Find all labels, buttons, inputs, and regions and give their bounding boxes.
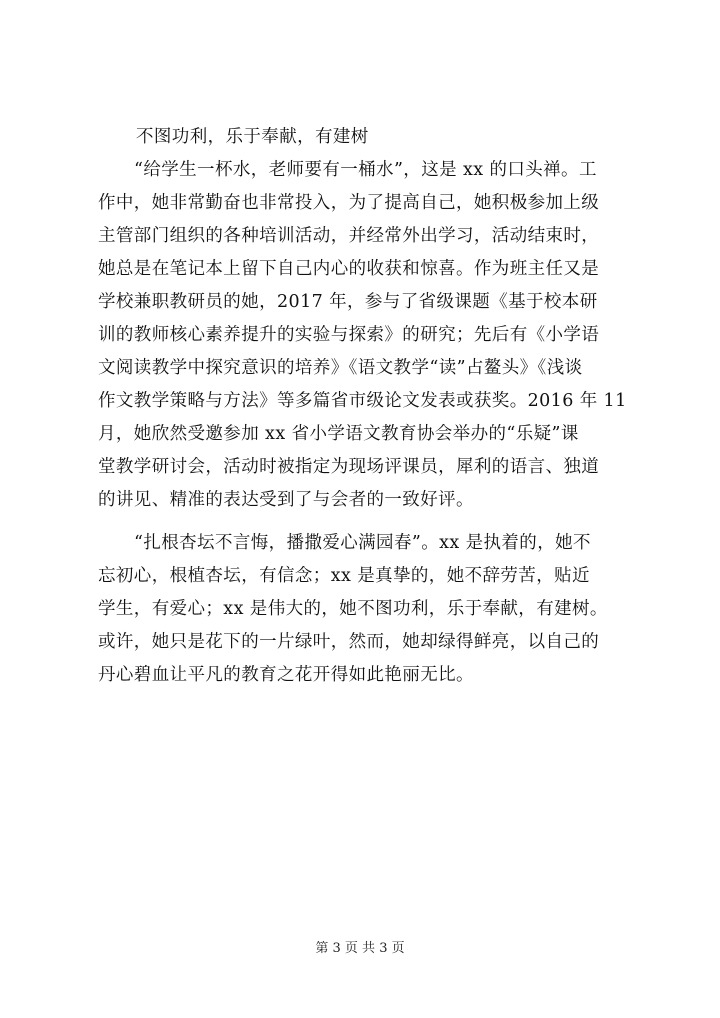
- paragraph-1-line-3: 主管部门组织的各种培训活动，并经常外出学习，活动结束时，: [98, 226, 600, 246]
- paragraph-1-line-6: 训的教师核心素养提升的实验与探索》的研究；先后有《小学语: [98, 325, 600, 345]
- paragraph-1-line-4: 她总是在笔记本上留下自己内心的收获和惊喜。作为班主任又是: [98, 259, 600, 279]
- paragraph-1-line-5: 学校兼职教研员的她，2017 年，参与了省级课题《基于校本研: [98, 292, 598, 312]
- paragraph-2-line-3: 学生，有爱心；xx 是伟大的，她不图功利，乐于奉献，有建树。: [98, 599, 608, 619]
- page-number-footer: 第 3 页 共 3 页: [315, 941, 405, 956]
- paragraph-2-line-2: 忘初心，根植杏坛，有信念；xx 是真挚的，她不辞劳苦，贴近: [98, 566, 590, 586]
- section-heading: 不图功利，乐于奉献，有建树: [136, 127, 369, 147]
- paragraph-1-line-1: “给学生一杯水，老师要有一桶水”，这是 xx 的口头禅。工: [134, 160, 597, 180]
- paragraph-1-line-11: 的讲见、精准的表达受到了与会者的一致好评。: [98, 490, 474, 510]
- paragraph-2-line-4: 或许，她只是花下的一片绿叶，然而，她却绿得鲜亮，以自己的: [98, 632, 600, 652]
- paragraph-1-line-8: 作文教学策略与方法》等多篇省市级论文发表或获奖。2016 年 11: [98, 391, 627, 411]
- paragraph-1-line-7: 文阅读教学中探究意识的培养》《语文教学“读”占鳌头》《浅谈: [98, 358, 583, 378]
- paragraph-1-line-10: 堂教学研讨会，活动时被指定为现场评课员，犀利的语言、独道: [98, 457, 600, 477]
- paragraph-2-line-1: “扎根杏坛不言悔，播撒爱心满园春”。xx 是执着的，她不: [134, 533, 591, 553]
- paragraph-2-line-5: 丹心碧血让平凡的教育之花开得如此艳丽无比。: [98, 665, 474, 685]
- paragraph-1-line-2: 作中，她非常勤奋也非常投入，为了提高自己，她积极参加上级: [98, 193, 600, 213]
- paragraph-1-line-9: 月，她欣然受邀参加 xx 省小学语文教育协会举办的“乐疑”课: [98, 424, 579, 444]
